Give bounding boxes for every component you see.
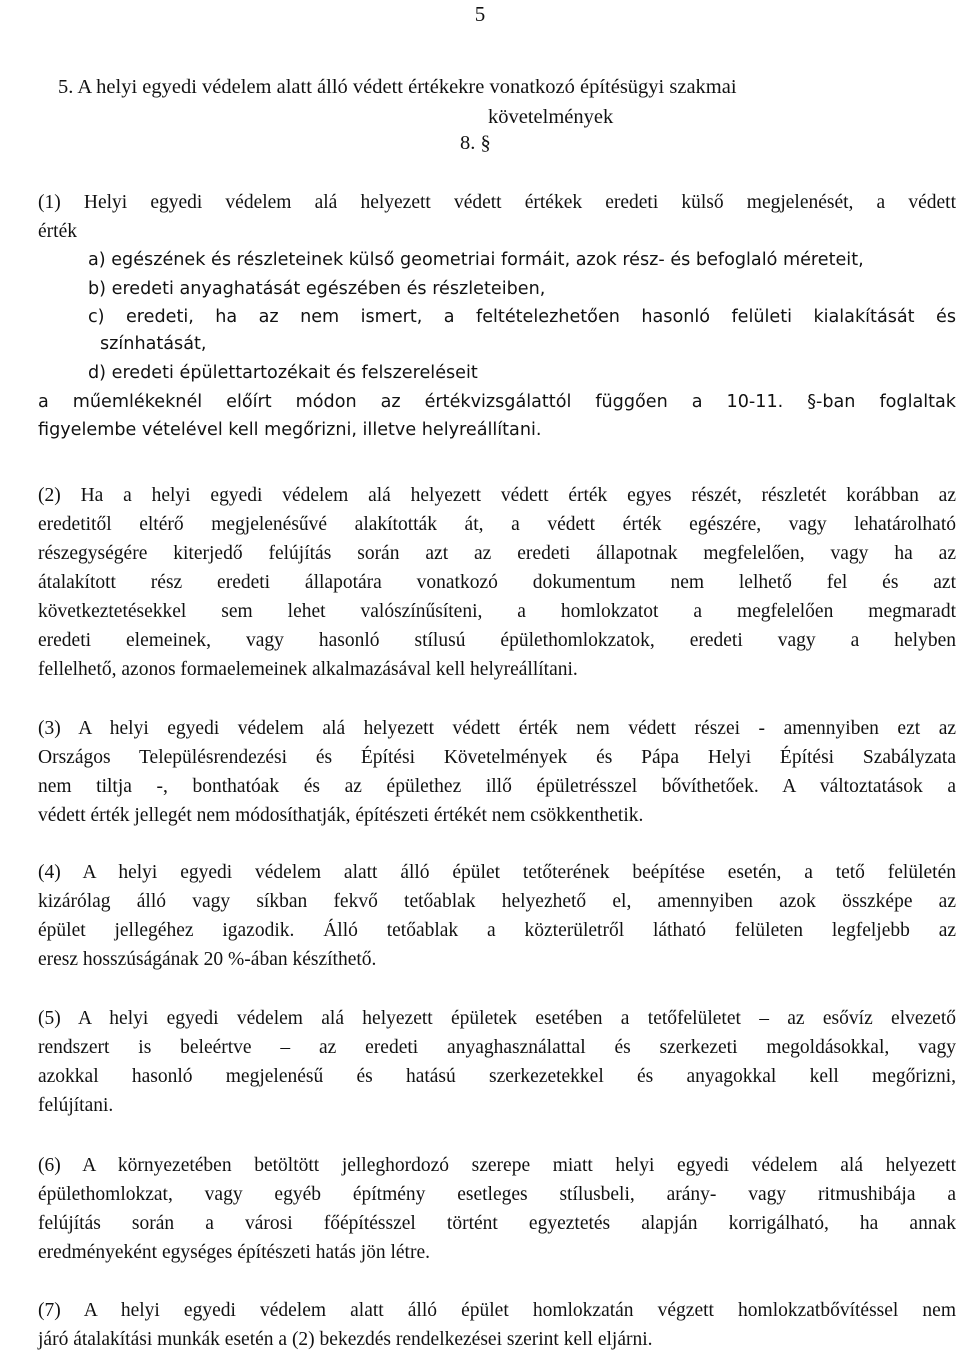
paragraph-1-line: érték <box>38 221 77 242</box>
paragraph-3 <box>38 714 956 830</box>
paragraph-6-line: felújítás során a városi főépítésszel történt egyeztetés alapján korrigálható, ha annak <box>38 1213 956 1234</box>
paragraph-4-line: eresz hosszúságának 20 %-ában készíthető. <box>38 949 377 970</box>
paragraph-4-line: (4) A helyi egyedi védelem alatt álló épület tetőterének beépítése esetén, a tető felületén <box>38 862 956 883</box>
list-closing-line: figyelembe vételével kell megőrizni, illetve helyreállítani. <box>38 420 542 440</box>
paragraph-2 <box>38 481 956 684</box>
paragraph-3-line: Országos Településrendezési és Építési Követelmények és Pápa Helyi Építési Szabályzata <box>38 747 956 768</box>
list-item-c-continued: színhatását, <box>100 334 207 354</box>
paragraph-5-line: felújítani. <box>38 1095 114 1116</box>
chapter-title-line-2: követelmények <box>488 106 614 128</box>
paragraph-5-line: azokkal hasonló megjelenésű és hatású szerkezetekkel és anyagokkal kell megőrizni, <box>38 1066 956 1087</box>
paragraph-7-line: járó átalakítási munkák esetén a (2) bekezdés rendelkezései szerint kell eljárni. <box>38 1329 653 1350</box>
paragraph-6-line: eredményeként egységes építészeti hatás jön létre. <box>38 1242 430 1263</box>
paragraph-3-line: védett érték jellegét nem módosíthatják, építészeti értékét nem csökkenthetik. <box>38 805 644 826</box>
section-heading: 8. § <box>460 132 491 154</box>
paragraph-4-line: épület jellegéhez igazodik. Álló tetőablak a közterületről látható felületen legfeljebb az <box>38 920 956 941</box>
paragraph-2-line: eredetitől eltérő megjelenésűvé alakították át, a védett érték egészére, vagy lehatárolható <box>38 514 956 535</box>
paragraph-7 <box>38 1296 956 1354</box>
paragraph-6-line: épülethomlokzat, vagy egyéb építmény esetleges stílusbeli, arány- vagy ritmushibája a <box>38 1184 956 1205</box>
paragraph-2-line: (2) Ha a helyi egyedi védelem alá helyezett védett érték egyes részét, részletét korábban az <box>38 485 956 506</box>
chapter-title <box>58 72 938 132</box>
paragraph-1-list <box>38 246 956 445</box>
list-item-d: d) eredeti épülettartozékait és felszereléseit <box>88 363 478 383</box>
list-closing-line: a műemlékeknél előírt módon az értékvizsgálattól függően a 10-11. §-ban foglaltak <box>38 392 956 412</box>
paragraph-7-line: (7) A helyi egyedi védelem alatt álló épület homlokzatán végzett homlokzatbővítéssel nem <box>38 1300 956 1321</box>
paragraph-5-line: rendszert is beleértve – az eredeti anyaghasználattal és szerkezeti megoldásokkal, vagy <box>38 1037 956 1058</box>
paragraph-3-line: nem tiltja -, bonthatóak és az épülethez illő épületrésszel bővíthetőek. A változtatások a <box>38 776 956 797</box>
paragraph-3-line: (3) A helyi egyedi védelem alá helyezett védett érték nem védett részei - amennyiben ezt az <box>38 718 956 739</box>
paragraph-5-line: (5) A helyi egyedi védelem alá helyezett épületek esetében a tetőfelületet – az esővíz elvezető <box>38 1008 956 1029</box>
paragraph-2-line: átalakított rész eredeti állapotára vonatkozó dokumentum nem lelhető fel és azt <box>38 572 956 593</box>
paragraph-4-line: kizárólag álló vagy síkban fekvő tetőablak helyezhető el, amennyiben azok összképe az <box>38 891 956 912</box>
paragraph-2-line: részegységére kiterjedő felújítás során azt az eredeti állapotnak megfelelően, vagy ha az <box>38 543 956 564</box>
paragraph-2-line: eredeti elemeinek, vagy hasonló stílusú épülethomlokzatok, eredeti vagy a helyben <box>38 630 956 651</box>
paragraph-1-line: (1) Helyi egyedi védelem alá helyezett védett értékek eredeti külső megjelenését, a védett <box>38 192 956 213</box>
page-number: 5 <box>474 2 486 26</box>
paragraph-1 <box>38 188 956 246</box>
paragraph-2-line: következtetésekkel sem lehet valószínűsíteni, a homlokzatot a megfelelően megmaradt <box>38 601 956 622</box>
list-item-a: a) egészének és részleteinek külső geometriai formáit, azok rész- és befoglaló méreteit, <box>88 250 864 270</box>
chapter-title-line-1: 5. A helyi egyedi védelem alatt álló védett értékekre vonatkozó építésügyi szakmai <box>58 76 737 98</box>
paragraph-4 <box>38 858 956 974</box>
paragraph-6-line: (6) A környezetében betöltött jelleghordozó szerepe miatt helyi egyedi védelem alá helyezett <box>38 1155 956 1176</box>
paragraph-2-line: fellelhető, azonos formaelemeinek alkalmazásával kell helyreállítani. <box>38 659 578 680</box>
paragraph-5 <box>38 1004 956 1120</box>
paragraph-6 <box>38 1151 956 1267</box>
list-item-b: b) eredeti anyaghatását egészében és részleteiben, <box>88 279 546 299</box>
list-item-c: c) eredeti, ha az nem ismert, a feltételezhetően hasonló felületi kialakítását és <box>88 307 956 327</box>
